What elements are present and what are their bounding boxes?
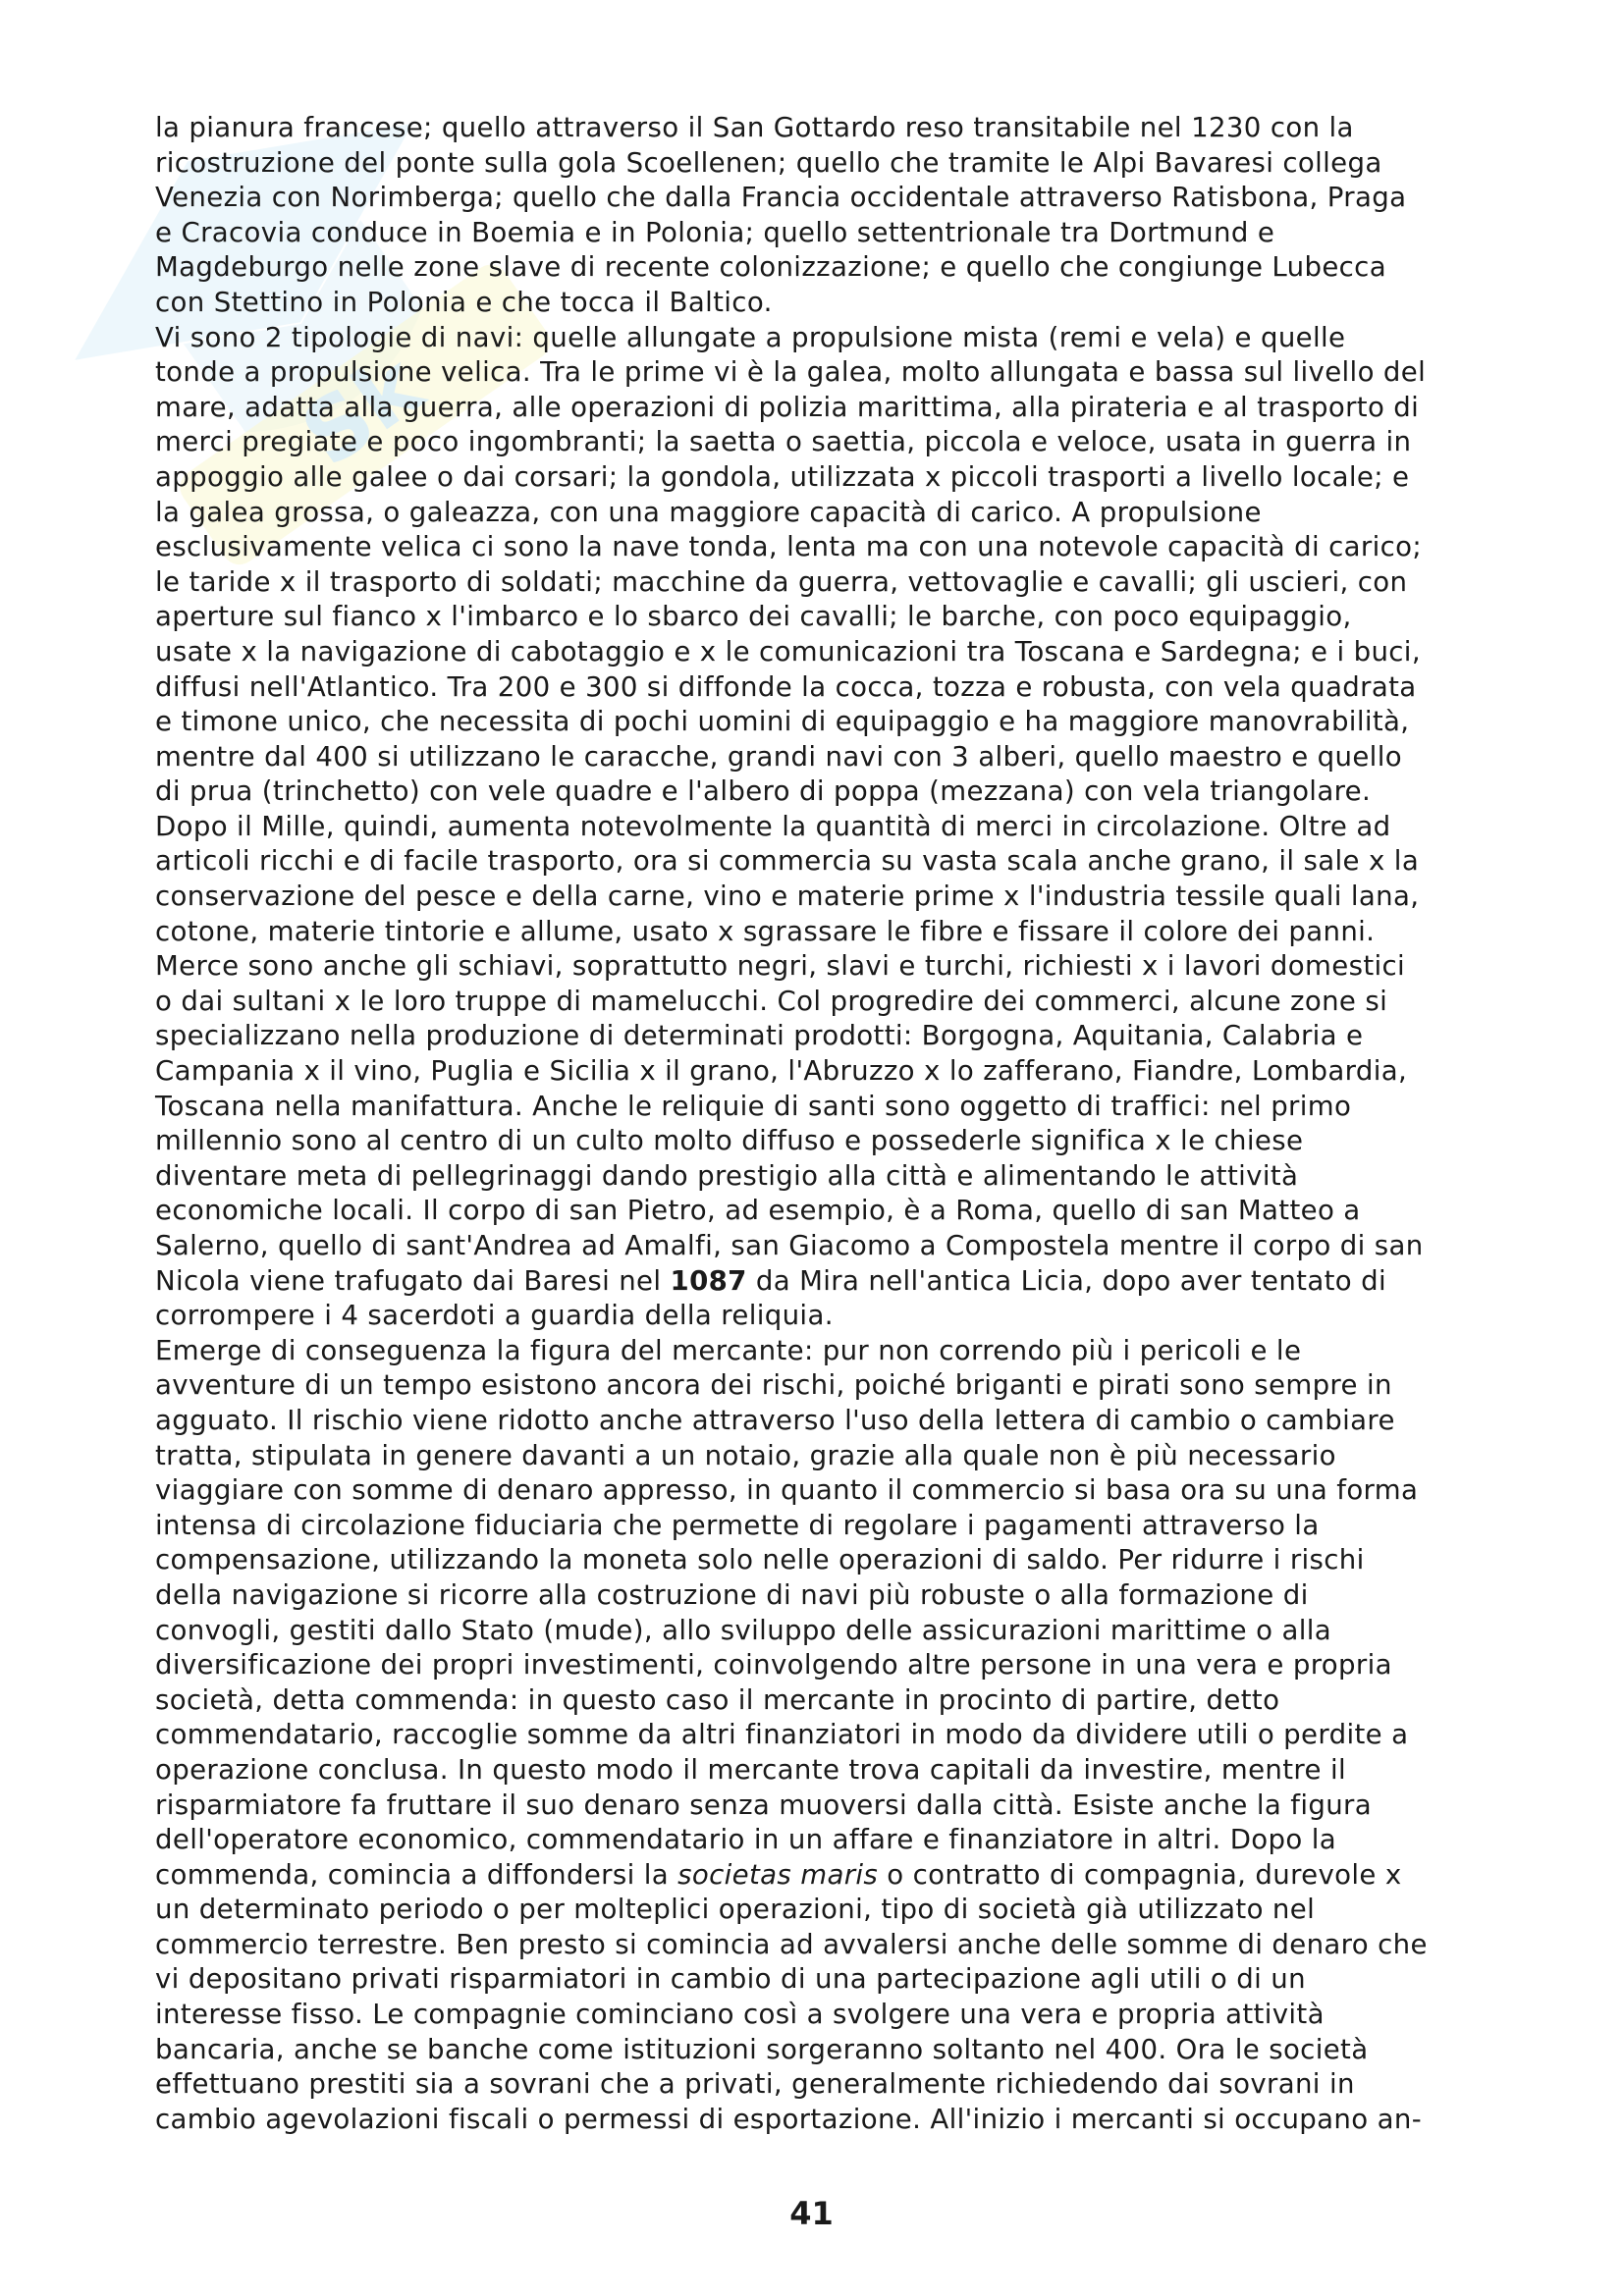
text-line: di prua (trinchetto) con vele quadre e l'albero di poppa (mezzana) con vela triangolare.	[155, 774, 1372, 808]
text-line: un determinato periodo o per molteplici operazioni, tipo di società già utilizzato nel	[155, 1893, 1316, 1926]
text-line: risparmiatore fa fruttare il suo denaro senza muoversi dalla città. Esiste anche la figura	[155, 1788, 1372, 1821]
text-line: diventare meta di pellegrinaggi dando prestigio alla città e alimentando le attività	[155, 1158, 1299, 1192]
text-line: Campania x il vino, Puglia e Sicilia x il grano, l'Abruzzo x lo zafferano, Fiandre, Lombardia,	[155, 1054, 1408, 1088]
text-line: operazione conclusa. In questo modo il mercante trova capitali da investire, mentre il	[155, 1752, 1346, 1786]
text-line: la galea grossa, o galeazza, con una maggiore capacità di carico. A propulsione	[155, 495, 1262, 528]
text-line: esclusivamente velica ci sono la nave tonda, lenta ma con una notevole capacità di carico;	[155, 530, 1423, 563]
text-line: compensazione, utilizzando la moneta solo nelle operazioni di saldo. Per ridurre i rischi	[155, 1543, 1365, 1576]
text-line: intensa di circolazione fiduciaria che permette di regolare i pagamenti attraverso la	[155, 1508, 1320, 1541]
text-line: cambio agevolazioni fiscali o permessi di esportazione. All'inizio i mercanti si occupano an-	[155, 2102, 1423, 2135]
text-line: della navigazione si ricorre alla costruzione di navi più robuste o alla formazione di	[155, 1577, 1309, 1611]
text-line: tratta, stipulata in genere davanti a un notaio, grazie alla quale non è più necessario	[155, 1438, 1336, 1471]
text-line: Magdeburgo nelle zone slave di recente colonizzazione; e quello che congiunge Lubecca	[155, 250, 1386, 284]
text-line: commendatario, raccoglie somme da altri finanziatori in modo da dividere utili o perdite a	[155, 1718, 1409, 1751]
text-line: appoggio alle galee o dai corsari; la gondola, utilizzata x piccoli trasporti a livello locale; e	[155, 459, 1410, 493]
text-line: specializzano nella produzione di determinati prodotti: Borgogna, Aquitania, Calabria e	[155, 1019, 1364, 1052]
text-line: usate x la navigazione di cabotaggio e x le comunicazioni tra Toscana e Sardegna; e i buci,	[155, 634, 1421, 667]
text-line: vi depositano privati risparmiatori in cambio di una partecipazione agli utili o di un	[155, 1962, 1306, 1996]
text-line: Merce sono anche gli schiavi, soprattutto negri, slavi e turchi, richiesti x i lavori domestici	[155, 949, 1406, 983]
text-line: articoli ricchi e di facile trasporto, ora si commercia su vasta scala anche grano, il sale x la	[155, 844, 1420, 878]
svg-text:Sk: Sk	[284, 334, 441, 487]
text-line: Dopo il Mille, quindi, aumenta notevolmente la quantità di merci in circolazione. Oltre ad	[155, 809, 1391, 842]
text-line: economiche locali. Il corpo di san Pietro, ad esempio, è a Roma, quello di san Matteo a	[155, 1194, 1361, 1227]
text-line: Salerno, quello di sant'Andrea ad Amalfi, san Giacomo a Compostela mentre il corpo di san	[155, 1229, 1424, 1261]
text-line: dell'operatore economico, commendatario in un affare e finanziatore in altri. Dopo la	[155, 1823, 1337, 1856]
text-line: tonde a propulsione velica. Tra le prime vi è la galea, molto allungata e bassa sul livello del	[155, 355, 1427, 389]
text-line: o dai sultani x le loro truppe di mamelucchi. Col progredire dei commerci, alcune zone si	[155, 984, 1388, 1017]
text-line: Emerge di conseguenza la figura del mercante: pur non correndo più i pericoli e le	[155, 1333, 1302, 1366]
text-line: le taride x il trasporto di soldati; macchine da guerra, vettovaglie e cavalli; gli uscieri, con	[155, 564, 1408, 598]
text-line: avventure di un tempo esistono ancora dei rischi, poiché briganti e pirati sono sempre in	[155, 1368, 1392, 1402]
italic-term: societas maris	[677, 1857, 879, 1891]
text-line: aperture sul fianco x l'imbarco e lo sbarco dei cavalli; le barche, con poco equipaggio,	[155, 600, 1352, 633]
text-line: Venezia con Norimberga; quello che dalla Francia occidentale attraverso Ratisbona, Praga	[155, 181, 1407, 214]
text-line: Vi sono 2 tipologie di navi: quelle allungate a propulsione mista (remi e vela) e quelle	[155, 320, 1346, 353]
text-line: società, detta commenda: in questo caso il mercante in procinto di partire, detto	[155, 1682, 1280, 1716]
text-line: conservazione del pesce e della carne, vino e materie prime x l'industria tessile quali lana,	[155, 880, 1420, 913]
text-line: la pianura francese; quello attraverso il San Gottardo reso transitabile nel 1230 con la	[155, 111, 1354, 143]
text-line: interesse fisso. Le compagnie cominciano così a svolgere una vera e propria attività	[155, 1998, 1325, 2031]
text-line: commercio terrestre. Ben presto si comincia ad avvalersi anche delle somme di denaro che	[155, 1927, 1428, 1960]
text-line: effettuano prestiti sia a sovrani che a privati, generalmente richiedendo dai sovrani in	[155, 2067, 1355, 2101]
text-line: ricostruzione del ponte sulla gola Scoellenen; quello che tramite le Alpi Bavaresi collega	[155, 145, 1382, 179]
body-text	[155, 110, 1545, 2136]
text-line: agguato. Il rischio viene ridotto anche attraverso l'uso della lettera di cambio o cambiare	[155, 1403, 1395, 1436]
text-line: commenda, comincia a diffondersi la societas maris o contratto di compagnia, durevole x	[155, 1857, 1402, 1891]
text-line: e Cracovia conduce in Boemia e in Polonia; quello settentrionale tra Dortmund e	[155, 215, 1275, 248]
text-line: merci pregiate e poco ingombranti; la saetta o saettia, piccola e veloce, usata in guerra in	[155, 425, 1412, 458]
text-line: bancaria, anche se banche come istituzioni sorgeranno soltanto nel 400. Ora le società	[155, 2032, 1369, 2065]
text-line: mentre dal 400 si utilizzano le caracche, grandi navi con 3 alberi, quello maestro e quello	[155, 739, 1402, 773]
text-line: mare, adatta alla guerra, alle operazioni di polizia marittima, alla pirateria e al trasporto di	[155, 390, 1420, 423]
text-line: diversificazione dei propri investimenti, coinvolgendo altre persone in una vera e propria	[155, 1648, 1392, 1682]
text-line: convogli, gestiti dallo Stato (mude), allo sviluppo delle assicurazioni marittime o alla	[155, 1613, 1332, 1646]
text-line: diffusi nell'Atlantico. Tra 200 e 300 si diffonde la cocca, tozza e robusta, con vela quadrata	[155, 669, 1417, 703]
text-line: e timone unico, che necessita di pochi uomini di equipaggio e ha maggiore manovrabilità,	[155, 705, 1410, 738]
text-line: corrompere i 4 sacerdoti a guardia della reliquia.	[155, 1299, 834, 1332]
text-line: con Stettino in Polonia e che tocca il Baltico.	[155, 285, 773, 318]
text-line: cotone, materie tintorie e allume, usato x sgrassare le fibre e fissare il colore dei panni.	[155, 914, 1376, 947]
page-number: 41	[789, 2195, 834, 2232]
text-line: Nicola viene trafugato dai Baresi nel 1087 da Mira nell'antica Licia, dopo aver tentato di	[155, 1263, 1387, 1297]
text-line: millennio sono al centro di un culto molto diffuso e possederle significa x le chiese	[155, 1124, 1304, 1157]
text-line: Toscana nella manifattura. Anche le reliquie di santi sono oggetto di traffici: nel primo	[155, 1089, 1352, 1122]
bold-year: 1087	[670, 1263, 747, 1297]
text-line: viaggiare con somme di denaro appresso, in quanto il commercio si basa ora su una forma	[155, 1473, 1419, 1507]
